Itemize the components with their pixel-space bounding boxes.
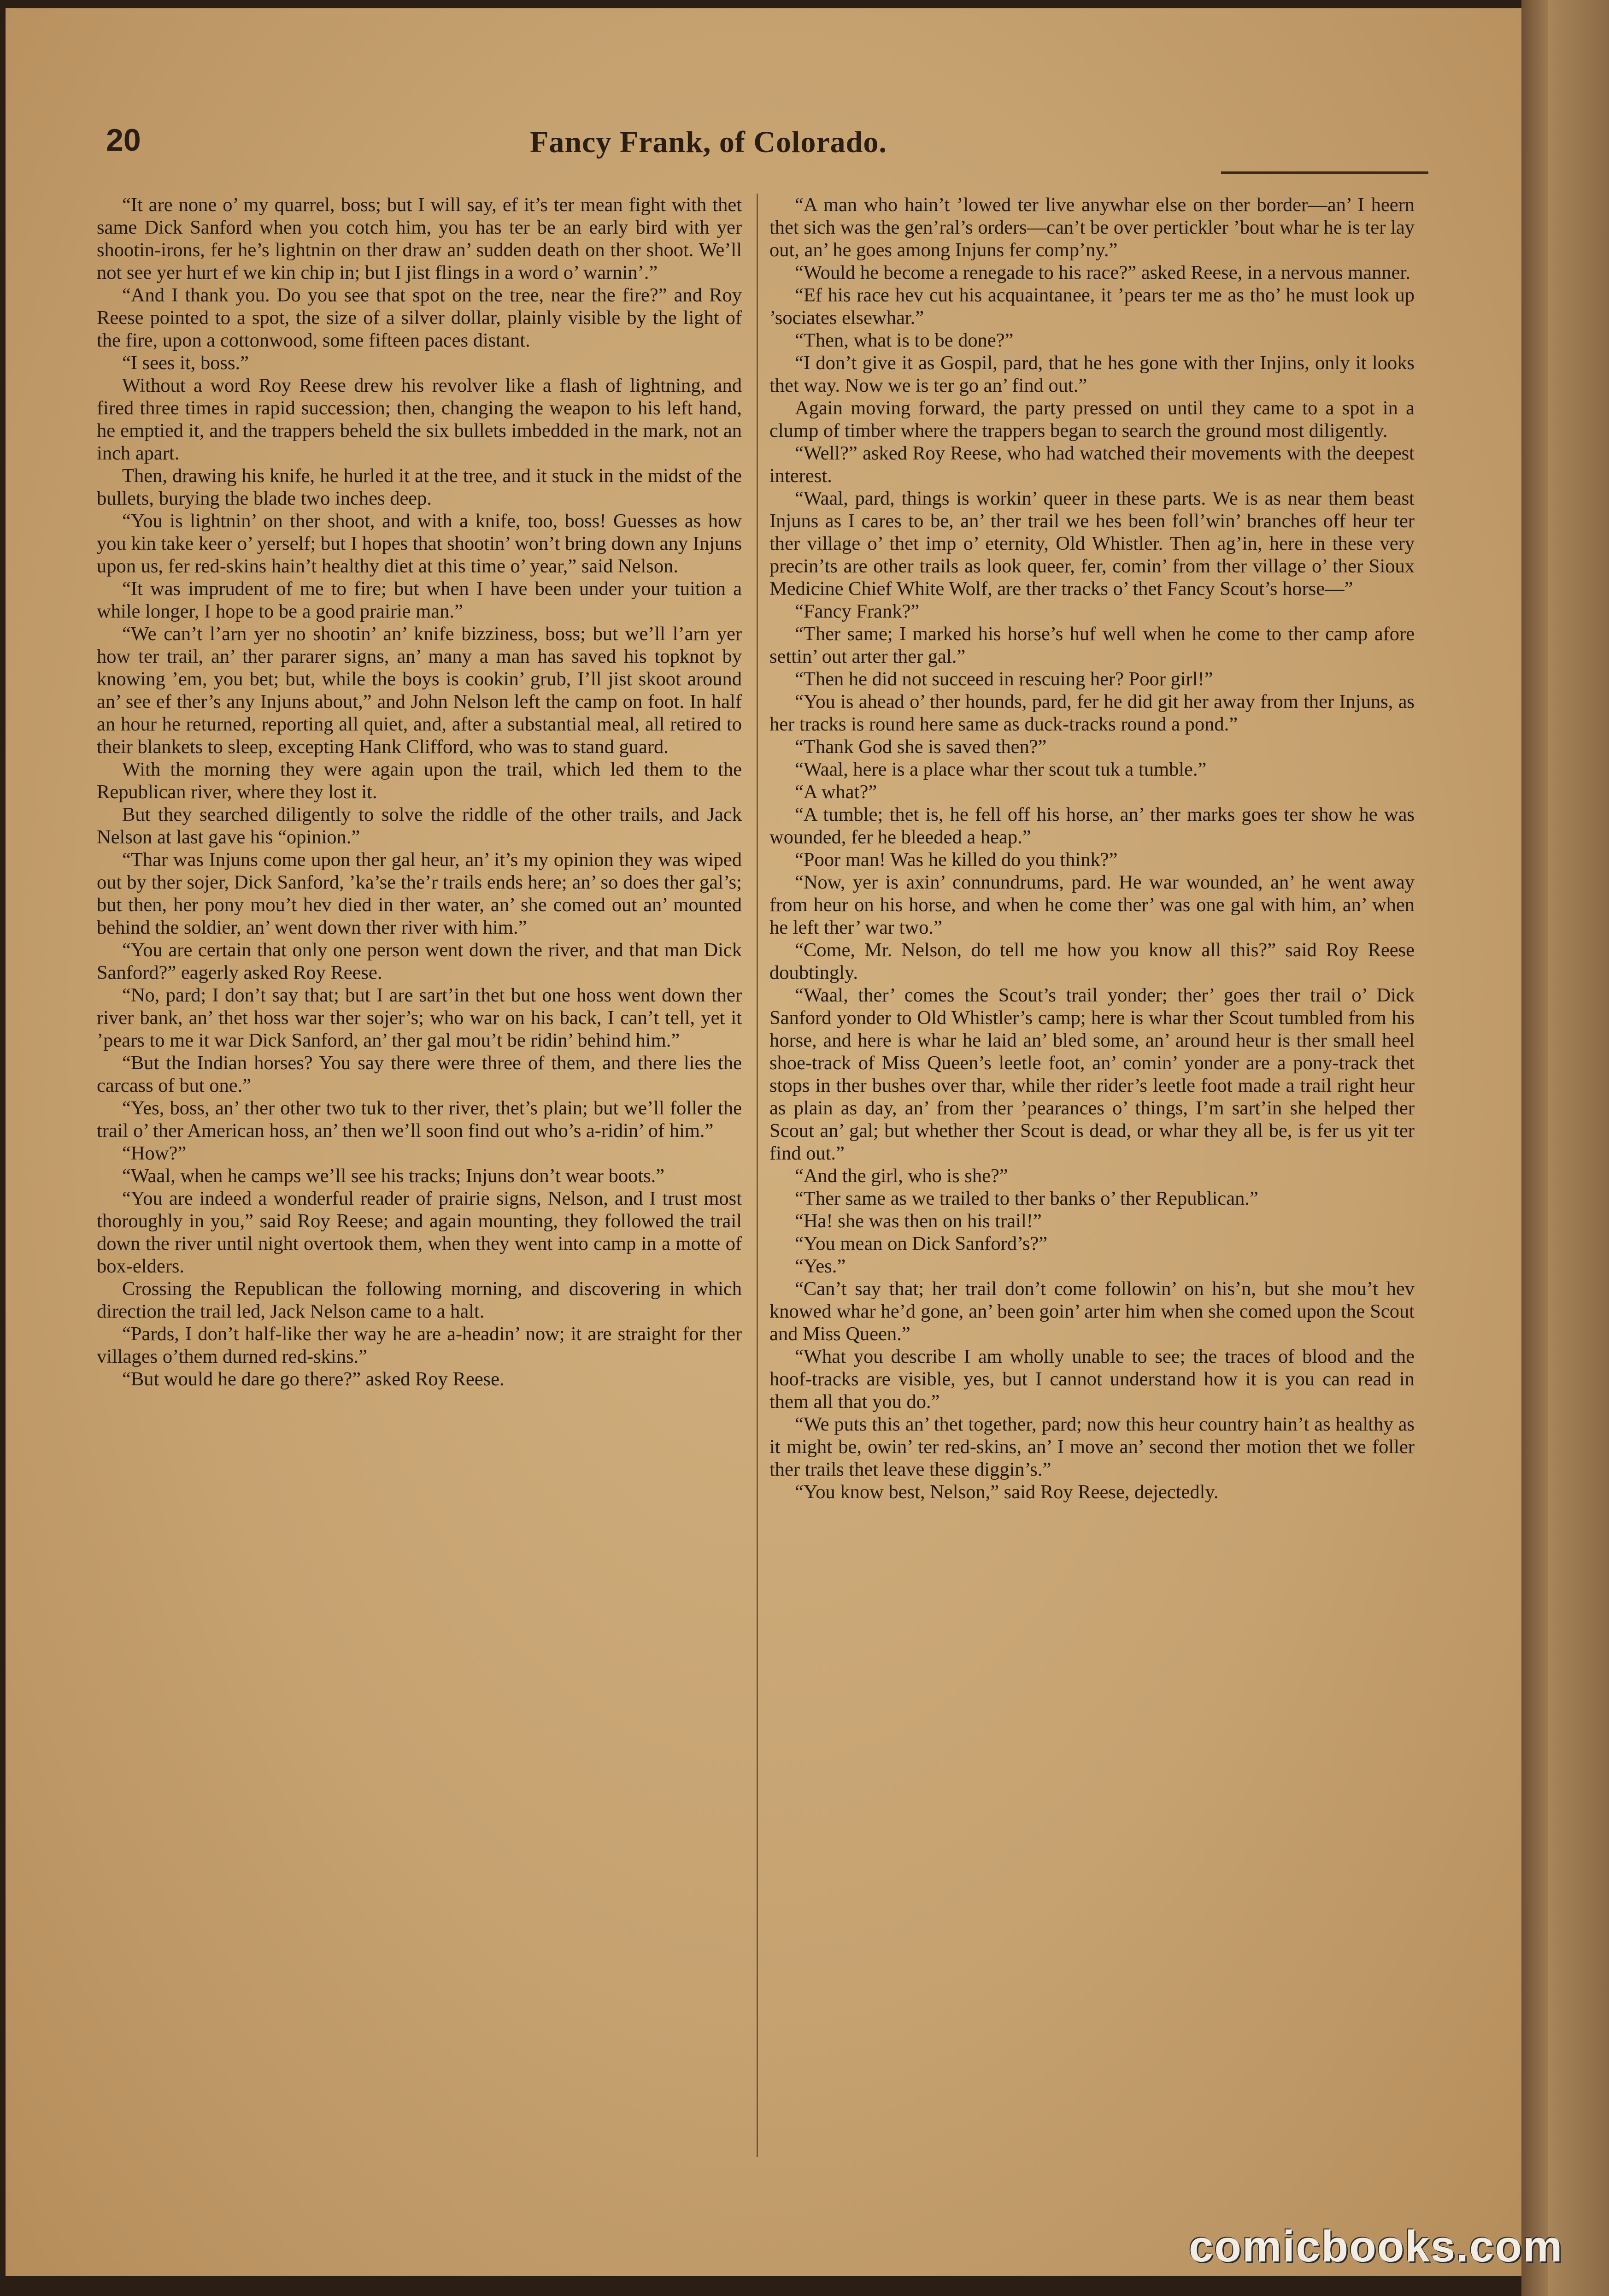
paragraph: “Thar was Injuns come upon ther gal heur, an’ it’s my opinion they was wiped out by ther sojer, Dick Sanford, ’ka’se the’r trails ends here; an’ so does ther gal’s; but then, her pony mou’t hev died in ther water, an’ she comed out an’ mounted behind the soldier, an’ went down ther river with him.” (97, 849, 742, 938)
paragraph: “Poor man! Was he killed do you think?” (795, 849, 1118, 871)
paragraph: “A man who hain’t ’lowed ter live anywhar else on ther border—an’ I heern thet sich was the gen’ral’s orders—can’t be over pertickler ’bout whar he is ter lay out, an’ he goes among Injuns fer comp’ny.” (769, 194, 1415, 261)
paragraph: “Thank God she is saved then?” (795, 736, 1047, 758)
left-text-column (97, 194, 742, 1390)
paragraph: “We can’t l’arn yer no shootin’ an’ knife bizziness, boss; but we’ll l’arn yer how ter trail, an’ ther pararer signs, an’ many a man has saved his topknot by knowing ’em, you bet; but, while the boys is cookin’ grub, I’ll jist skoot around an’ see ef ther’s any Injuns about,” and John Nelson left the camp on foot. In half an hour he returned, reporting all quiet, and, after a substantial meal, all retired to their blankets to sleep, excepting Hank Clifford, who was to stand guard. (97, 623, 742, 758)
paragraph: “Waal, ther’ comes the Scout’s trail yonder; ther’ goes ther trail o’ Dick Sanford yonder to Old Whistler’s camp; here is whar ther Scout tumbled from his horse, and here is whar he laid an’ bled some, an’ around heur is ther small heel shoe-track of Miss Queen’s leetle foot, an’ comin’ yonder are a pony-track thet stops in ther bushes over thar, while ther rider’s leetle foot made a trail right heur as plain as day, an’ from ther ’pearances o’ things, I’m sart’in she helped ther Scout an’ gal; but whether ther Scout is dead, or whar they all be, is fer us yit ter find out.” (769, 984, 1415, 1164)
paragraph: “How?” (122, 1142, 187, 1164)
paragraph: “And I thank you. Do you see that spot on the tree, near the fire?” and Roy Reese pointed to a spot, the size of a silver dollar, plainly visible by the light of the fire, upon a cottonwood, some fifteen paces distant. (97, 284, 742, 351)
paragraph: With the morning they were again upon the trail, which led them to the Republican river, where they lost it. (97, 759, 742, 803)
paragraph: “You are indeed a wonderful reader of prairie signs, Nelson, and I trust most thoroughly in you,” said Roy Reese; and again mounting, they followed the trail down the river until night overtook them, when they went into camp in a motte of box-elders. (97, 1188, 742, 1277)
paragraph: “I sees it, boss.” (122, 352, 249, 374)
paragraph: But they searched diligently to solve the riddle of the other trails, and Jack Nelson at last gave his “opinion.” (97, 804, 742, 848)
header-rule (1221, 171, 1428, 174)
paragraph: “Yes, boss, an’ ther other two tuk to ther river, thet’s plain; but we’ll foller the trail o’ ther American hoss, an’ then we’ll soon find out who’s a-ridin’ of him.” (97, 1097, 742, 1142)
paragraph: “Waal, pard, things is workin’ queer in these parts. We is as near them beast Injuns as I cares to be, an’ ther trail we hes been foll’win’ branches off heur ter ther village o’ thet imp o’ eternity, Old Whistler. Then ag’in, here in these very precin’ts are other trails as look queer, fer, comin’ from ther village o’ ther Sioux Medicine Chief White Wolf, are ther tracks o’ thet Fancy Scout’s horse—” (769, 488, 1415, 600)
paragraph: “Yes.” (795, 1255, 846, 1277)
paragraph: Crossing the Republican the following morning, and discovering in which direction the trail led, Jack Nelson came to a halt. (97, 1278, 742, 1322)
paragraph: “Then he did not succeed in rescuing her? Poor girl!” (795, 668, 1213, 690)
right-text-column (769, 194, 1415, 1503)
paragraph: “Ther same as we trailed to ther banks o’ ther Republican.” (795, 1188, 1258, 1209)
paragraph: “You know best, Nelson,” said Roy Reese, dejectedly. (795, 1481, 1219, 1503)
running-title: Fancy Frank, of Colorado. (530, 125, 887, 159)
paragraph: “Pards, I don’t half-like ther way he are a-headin’ now; it are straight for ther villages o’them durned red-skins.” (97, 1323, 742, 1367)
paragraph: “We puts this an’ thet together, pard; now this heur country hain’t as healthy as it might be, owin’ ter red-skins, an’ I move an’ second ther motion thet we foller ther trails thet leave these diggin’s.” (769, 1413, 1415, 1480)
paragraph: “You is lightnin’ on ther shoot, and with a knife, too, boss! Guesses as how you kin take keer o’ yerself; but I hopes that shootin’ won’t bring down any Injuns upon us, fer red-skins hain’t healthy diet at this time o’ year,” said Nelson. (97, 510, 742, 577)
paragraph: Then, drawing his knife, he hurled it at the tree, and it stuck in the midst of the bullets, burying the blade two inches deep. (97, 465, 742, 509)
facing-page-edge (1548, 0, 1609, 2296)
paragraph: “Well?” asked Roy Reese, who had watched their movements with the deepest interest. (769, 442, 1415, 487)
paragraph: “Would he become a renegade to his race?” asked Reese, in a nervous manner. (795, 262, 1410, 283)
watermark: comicbooks.com (1189, 2222, 1563, 2271)
paragraph: “Can’t say that; her trail don’t come followin’ on his’n, but she mou’t hev knowed whar he’d gone, an’ been goin’ arter him when she comed upon the Scout and Miss Queen.” (769, 1278, 1415, 1345)
page-header (101, 118, 1438, 173)
page-number: 20 (106, 123, 141, 158)
paragraph: “But would he dare go there?” asked Roy Reese. (122, 1368, 505, 1390)
paragraph: “You mean on Dick Sanford’s?” (795, 1233, 1048, 1254)
paragraph: “Then, what is to be done?” (795, 330, 1014, 351)
paragraph: “You is ahead o’ ther hounds, pard, fer he did git her away from ther Injuns, as her tracks is round here same as duck-tracks round a pond.” (769, 691, 1415, 735)
paragraph: “Waal, here is a place whar ther scout tuk a tumble.” (795, 759, 1207, 780)
paragraph: “Ef his race hev cut his acquaintanee, it ’pears ter me as tho’ he must look up ’sociates elsewhar.” (769, 284, 1415, 329)
paragraph: “It was imprudent of me to fire; but when I have been under your tuition a while longer, I hope to be a good prairie man.” (97, 578, 742, 622)
column-divider (757, 194, 758, 2157)
paragraph: “And the girl, who is she?” (795, 1165, 1008, 1187)
paragraph: Without a word Roy Reese drew his revolver like a flash of lightning, and fired three times in rapid succession; then, changing the weapon to his left hand, he emptied it, and the trappers beheld the six bullets imbedded in the mark, not an inch apart. (97, 375, 742, 464)
paragraph: “Waal, when he camps we’ll see his tracks; Injuns don’t wear boots.” (122, 1165, 665, 1187)
paragraph: “Now, yer is axin’ connundrums, pard. He war wounded, an’ he went away from heur on his horse, and when he come ther’ was one gal with him, an’ when he left ther’ war two.” (769, 871, 1415, 938)
paragraph: “A tumble; thet is, he fell off his horse, an’ ther marks goes ter show he was wounded, fer he bleeded a heap.” (769, 804, 1415, 848)
paragraph: “Come, Mr. Nelson, do tell me how you know all this?” said Roy Reese doubtingly. (769, 939, 1415, 983)
paragraph: “But the Indian horses? You say there were three of them, and there lies the carcass of but one.” (97, 1052, 742, 1096)
paragraph: “Ther same; I marked his horse’s huf well when he come to ther camp afore settin’ out arter ther gal.” (769, 623, 1415, 667)
paragraph: “Fancy Frank?” (795, 600, 920, 622)
paragraph: “I don’t give it as Gospil, pard, that he hes gone with ther Injins, only it looks thet way. Now we is ter go an’ find out.” (769, 352, 1415, 396)
paragraph: “What you describe I am wholly unable to see; the traces of blood and the hoof-tracks are visible, yes, but I cannot understand how it is you can read in them all that you do.” (769, 1346, 1415, 1413)
paragraph: “You are certain that only one person went down the river, and that man Dick Sanford?” eagerly asked Roy Reese. (97, 939, 742, 983)
paragraph: Again moving forward, the party pressed on until they came to a spot in a clump of timber where the trappers began to search the ground most diligently. (769, 397, 1415, 442)
paragraph: “A what?” (795, 781, 877, 803)
paragraph: “It are none o’ my quarrel, boss; but I will say, ef it’s ter mean fight with thet same Dick Sanford when you cotch him, you has ter be an early bird with yer shootin-irons, fer he’s lightnin on ther draw an’ sudden death on ther shoot. We’ll not see yer hurt ef we kin chip in; but I jist flings in a word o’ warnin’.” (97, 194, 742, 283)
paragraph: “No, pard; I don’t say that; but I are sart’in thet but one hoss went down ther river bank, an’ thet hoss war ther sojer’s; who war on his back, I can’t tell, yet it ’pears to me it war Dick Sanford, an’ ther gal mou’t be ridin’ behind him.” (97, 984, 742, 1051)
paragraph: “Ha! she was then on his trail!” (795, 1210, 1042, 1232)
